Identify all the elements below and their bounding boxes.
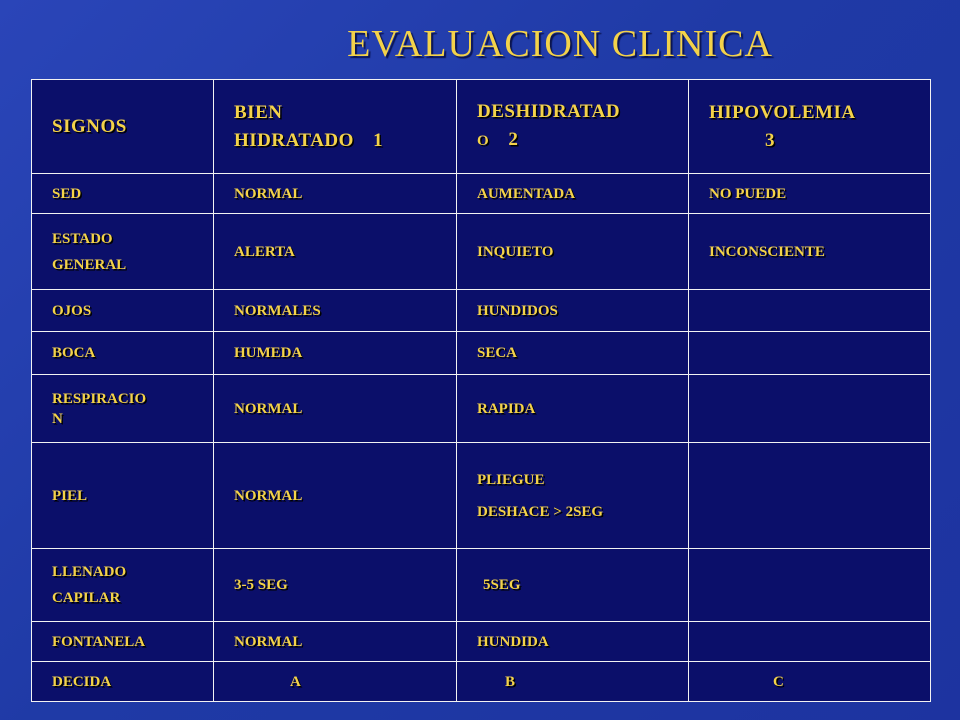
cell-signo [32, 214, 214, 290]
clinical-evaluation-table [31, 79, 931, 702]
cell-bien: NORMAL [214, 622, 457, 662]
cell-signo [32, 549, 214, 622]
cell-hipo [689, 375, 931, 443]
cell-signo: SED [32, 174, 214, 214]
table-row [32, 622, 931, 662]
cell-desh-line2: DESHACE > 2SEG [477, 503, 604, 520]
header-signos: SIGNOS [32, 80, 214, 174]
cell-bien: NORMAL [214, 443, 457, 549]
cell-desh [457, 443, 689, 549]
table-row [32, 549, 931, 622]
cell-signo: OJOS [32, 290, 214, 332]
header-desh-line2: O [477, 133, 490, 149]
cell-hipo [689, 332, 931, 375]
header-bien-line1: BIEN [234, 101, 283, 123]
table-row [32, 662, 931, 702]
cell-desh: 5SEG [457, 549, 689, 622]
cell-desh: HUNDIDA [457, 622, 689, 662]
cell-desh: RAPIDA [457, 375, 689, 443]
table-row [32, 332, 931, 375]
cell-bien: ALERTA [214, 214, 457, 290]
cell-desh: HUNDIDOS [457, 290, 689, 332]
cell-desh: AUMENTADA [457, 174, 689, 214]
cell-hipo: INCONSCIENTE [689, 214, 931, 290]
cell-signo: FONTANELA [32, 622, 214, 662]
cell-bien: NORMAL [214, 375, 457, 443]
cell-desh: B [457, 662, 689, 702]
cell-signo [32, 375, 214, 443]
table-row [32, 290, 931, 332]
cell-hipo: NO PUEDE [689, 174, 931, 214]
cell-bien: HUMEDA [214, 332, 457, 375]
header-deshidratado [457, 80, 689, 174]
cell-signo-line1: LLENADO [52, 564, 127, 580]
cell-desh: INQUIETO [457, 214, 689, 290]
cell-signo: BOCA [32, 332, 214, 375]
cell-desh-line1: PLIEGUE [477, 471, 545, 488]
cell-signo: DECIDA [32, 662, 214, 702]
cell-bien: 3-5 SEG [214, 549, 457, 622]
header-hipo-number: 3 [765, 129, 775, 151]
slide-title: EVALUACION CLINICA [347, 23, 773, 65]
cell-hipo [689, 549, 931, 622]
header-hipo-line1: HIPOVOLEMIA [709, 101, 856, 123]
cell-hipo [689, 622, 931, 662]
cell-signo-line1: ESTADO [52, 230, 113, 247]
header-bien-line2: HIDRATADO [234, 129, 354, 151]
cell-desh: SECA [457, 332, 689, 375]
table-row [32, 443, 931, 549]
cell-signo: PIEL [32, 443, 214, 549]
cell-hipo [689, 443, 931, 549]
cell-signo-line2: GENERAL [52, 256, 127, 273]
table-row [32, 214, 931, 290]
cell-signo-line1: RESPIRACIO [52, 390, 147, 407]
header-bien-hidratado [214, 80, 457, 174]
cell-bien: NORMALES [214, 290, 457, 332]
table-row [32, 174, 931, 214]
cell-signo-line2: N [52, 410, 63, 427]
header-hipovolemia [689, 80, 931, 174]
cell-hipo [689, 290, 931, 332]
cell-bien: NORMAL [214, 174, 457, 214]
header-bien-number: 1 [373, 129, 384, 151]
header-desh-number: 2 [508, 129, 519, 150]
header-desh-line1: DESHIDRATAD [477, 101, 621, 122]
table-header-row [32, 80, 931, 174]
cell-signo-line2: CAPILAR [52, 590, 121, 606]
table-row [32, 375, 931, 443]
cell-hipo: C [689, 662, 931, 702]
cell-bien: A [214, 662, 457, 702]
